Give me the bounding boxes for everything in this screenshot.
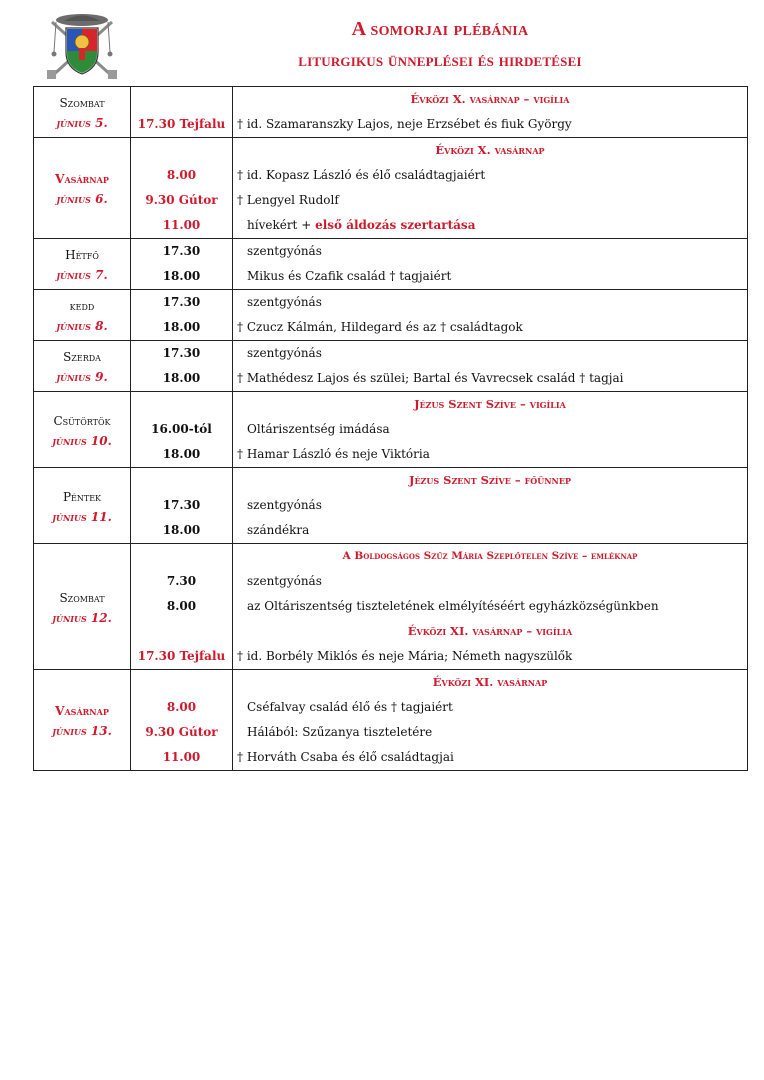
day-date: június 9. (56, 370, 108, 384)
intention-text: szentgyónás (247, 498, 322, 512)
mass-time (131, 392, 232, 417)
intention-text: † Horváth Csaba és élő családtagjai (237, 750, 454, 764)
mass-time: 9.30 Gútor (145, 725, 218, 739)
day-row (34, 239, 748, 290)
mass-time: 18.00 (162, 371, 201, 385)
time-cell (131, 138, 233, 239)
mass-intention (233, 315, 747, 340)
time-cell (131, 670, 233, 771)
intention-cell (233, 468, 748, 544)
mass-intention (233, 239, 747, 264)
intention-cell (233, 290, 748, 341)
intention-cell (233, 239, 748, 290)
day-cell (34, 87, 131, 138)
mass-intention (233, 163, 747, 188)
time-cell (131, 392, 233, 468)
mass-time: 11.00 (162, 750, 201, 764)
intention-text: † Hamar László és neje Viktória (237, 447, 430, 461)
day-name: Szombat (59, 96, 105, 110)
feast-heading: Évközi X. vasárnap – vigília (410, 92, 570, 106)
mass-intention (233, 745, 747, 770)
mass-time: 18.00 (162, 447, 201, 461)
mass-intention (233, 695, 747, 720)
intention-text: † id. Borbély Miklós és neje Mária; Németh nagyszülők (237, 649, 573, 663)
feast-heading: Jézus Szent Szíve – főünnep (409, 473, 571, 487)
mass-intention (233, 644, 747, 669)
day-cell (34, 544, 131, 670)
mass-time: 17.30 Tejfalu (137, 117, 226, 131)
parish-crest-icon (44, 12, 120, 82)
feast-heading: A Boldogságos Szűz Mária Szeplőtelen Szíve – emléknap (342, 550, 638, 562)
day-cell (34, 138, 131, 239)
intention-text: Mikus és Czafik család † tagjaiért (247, 269, 452, 283)
intention-text: szándékra (247, 523, 310, 537)
mass-intention (233, 493, 747, 518)
intention-text: hívekért + (247, 218, 316, 232)
mass-intention (233, 112, 747, 137)
mass-time: 8.00 (166, 168, 197, 182)
mass-time: 8.00 (166, 599, 197, 613)
mass-intention (233, 290, 747, 315)
time-cell (131, 468, 233, 544)
intention-text: † Lengyel Rudolf (237, 193, 339, 207)
mass-time: 18.00 (162, 523, 201, 537)
intention-text: Oltáriszentség imádása (247, 422, 390, 436)
day-name: Péntek (62, 490, 102, 504)
mass-intention (233, 417, 747, 442)
mass-intention (233, 264, 747, 289)
intention-text: szentgyónás (247, 295, 322, 309)
day-name: Szombat (59, 591, 105, 605)
mass-intention (233, 213, 747, 238)
mass-time: 9.30 Gútor (145, 193, 218, 207)
day-name: Szerda (63, 350, 101, 364)
intention-text: szentgyónás (247, 346, 322, 360)
mass-intention (233, 366, 747, 391)
mass-time: 7.30 (166, 574, 197, 588)
intention-text: az Oltáriszentség tiszteletének elmélyítéséért egyházközségünkben (247, 599, 659, 613)
mass-time (131, 619, 232, 644)
day-name: Vasárnap (55, 172, 109, 186)
day-row (34, 544, 748, 670)
day-date: június 5. (56, 116, 108, 130)
time-cell (131, 544, 233, 670)
intention-text: Hálából: Szűzanya tiszteletére (247, 725, 433, 739)
intention-highlight: első áldozás szertartása (315, 218, 476, 232)
day-name: kedd (69, 299, 95, 313)
mass-time: 18.00 (162, 269, 201, 283)
mass-time (131, 138, 232, 163)
day-cell (34, 239, 131, 290)
day-row (34, 341, 748, 392)
day-cell (34, 392, 131, 468)
mass-time: 17.30 Tejfalu (137, 649, 226, 663)
intention-cell (233, 544, 748, 670)
mass-intention (233, 720, 747, 745)
day-date: június 12. (52, 611, 112, 625)
day-date: június 10. (52, 434, 112, 448)
day-date: június 11. (52, 510, 112, 524)
day-cell (34, 670, 131, 771)
mass-time: 17.30 (162, 295, 201, 309)
day-name: Vasárnap (55, 704, 109, 718)
day-cell (34, 290, 131, 341)
day-row (34, 468, 748, 544)
mass-time: 17.30 (162, 498, 201, 512)
mass-time: 17.30 (162, 346, 201, 360)
mass-intention (233, 341, 747, 366)
mass-intention (233, 594, 747, 619)
intention-cell (233, 670, 748, 771)
mass-time: 8.00 (166, 700, 197, 714)
mass-time: 11.00 (162, 218, 201, 232)
mass-time (131, 468, 232, 493)
mass-intention (233, 188, 747, 213)
intention-text: † id. Szamaranszky Lajos, neje Erzsébet és fiuk György (237, 117, 572, 131)
day-row (34, 87, 748, 138)
day-name: Hétfő (65, 248, 99, 262)
intention-text: † Mathédesz Lajos és szülei; Bartal és Vavrecsek család † tagjai (237, 371, 624, 385)
day-row (34, 290, 748, 341)
mass-time (131, 544, 232, 569)
feast-heading: Jézus Szent Szíve – vigília (414, 397, 566, 411)
intention-text: szentgyónás (247, 244, 322, 258)
day-row (34, 138, 748, 239)
day-date: június 13. (52, 724, 112, 738)
intention-cell (233, 392, 748, 468)
mass-time (131, 87, 232, 112)
time-cell (131, 341, 233, 392)
day-row (34, 670, 748, 771)
time-cell (131, 290, 233, 341)
feast-heading: Évközi XI. vasárnap (432, 675, 548, 689)
mass-intention (233, 569, 747, 594)
time-cell (131, 239, 233, 290)
page-title: A somorjai plébánia (351, 18, 529, 40)
mass-intention (233, 518, 747, 543)
page-subtitle: liturgikus ünneplései és hirdetései (298, 50, 582, 70)
intention-text: szentgyónás (247, 574, 322, 588)
day-date: június 6. (56, 192, 108, 206)
intention-cell (233, 87, 748, 138)
mass-intention (233, 442, 747, 467)
mass-time: 18.00 (162, 320, 201, 334)
intention-text: † Czucz Kálmán, Hildegard és az † családtagok (237, 320, 523, 334)
mass-time: 17.30 (162, 244, 201, 258)
mass-time: 16.00-tól (151, 422, 212, 436)
time-cell (131, 87, 233, 138)
intention-text: Cséfalvay család élő és † tagjaiért (247, 700, 453, 714)
day-name: Csütörtök (53, 414, 111, 428)
schedule-table (33, 86, 748, 771)
intention-text: † id. Kopasz László és élő családtagjaiért (237, 168, 486, 182)
day-cell (34, 341, 131, 392)
day-date: június 8. (56, 319, 108, 333)
feast-heading: Évközi X. vasárnap (435, 143, 545, 157)
feast-heading: Évközi XI. vasárnap – vigília (407, 624, 573, 638)
mass-time (131, 670, 232, 695)
intention-cell (233, 138, 748, 239)
day-date: június 7. (56, 268, 108, 282)
day-row (34, 392, 748, 468)
intention-cell (233, 341, 748, 392)
day-cell (34, 468, 131, 544)
